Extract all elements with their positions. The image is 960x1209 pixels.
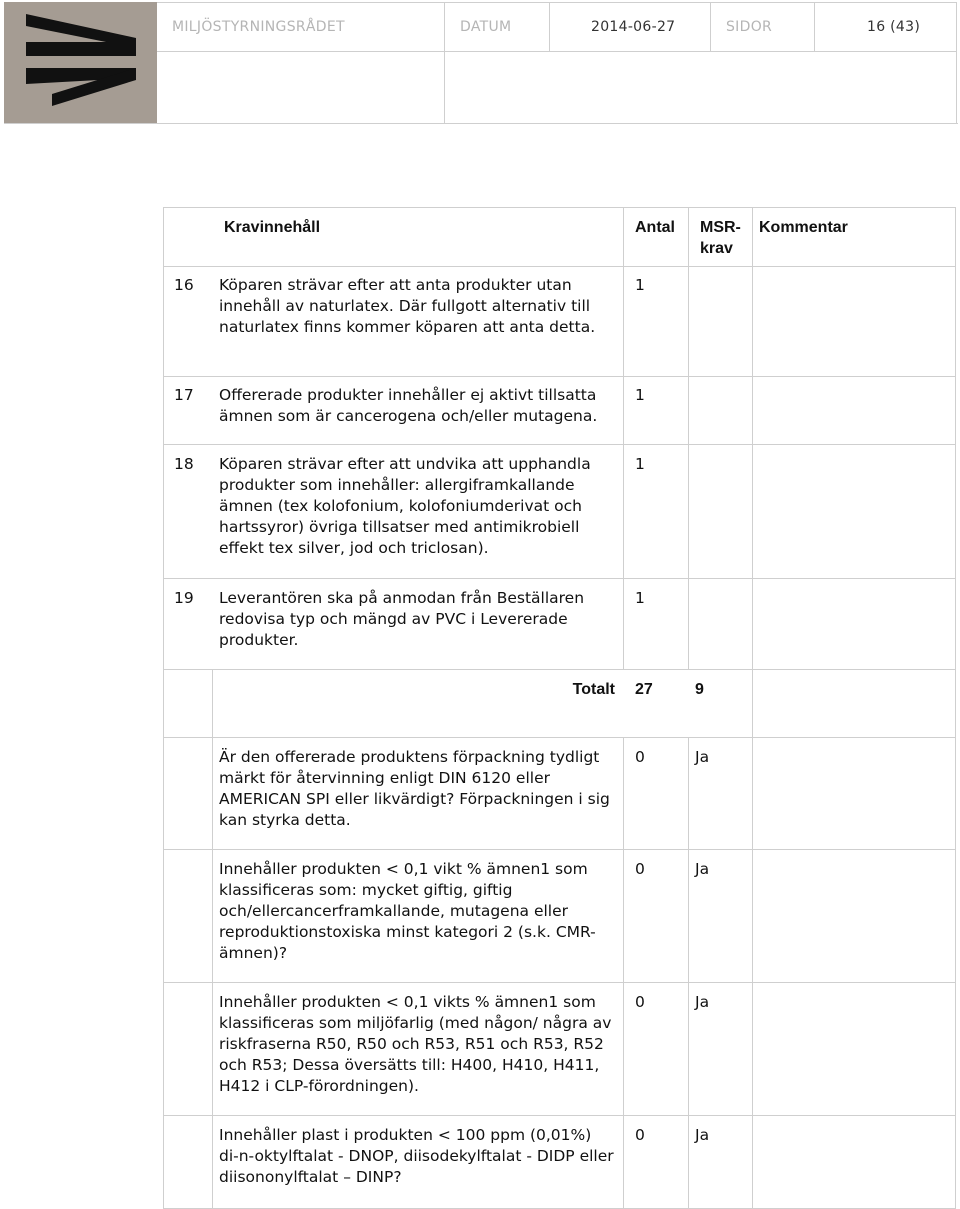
row-number: 19 [174,589,194,607]
question-text: Innehåller plast i produkten < 100 ppm (0,01%) di-n-oktylftalat - DNOP, diisodekylftalat - DIDP eller diisononylftalat – DINP? [219,1126,614,1186]
question-count: 0 [635,748,645,766]
question-text: Är den offererade produktens förpackning tydligt märkt för återvinning enligt DIN 6120 eller AMERICAN SPI eller likvärdigt? Förpackningen i sig kan styrka detta. [219,748,610,829]
column-header-comment: Kommentar [759,219,848,236]
header-divider [157,51,957,52]
row-count: 1 [635,589,645,607]
total-count: 27 [635,681,653,698]
total-msr: 9 [695,681,704,698]
row-requirement-text: Köparen strävar efter att anta produkter utan innehåll av naturlatex. Där fullgott alternativ till naturlatex finns kommer köparen att anta detta. [219,276,596,336]
header-lower-cell [445,52,957,123]
row-number: 16 [174,276,194,294]
question-answer: Ja [695,860,710,878]
logo-mark-icon [4,2,157,123]
row-requirement-text: Leverantören ska på anmodan från Beställaren redovisa typ och mängd av PVC i Levererade produkter. [219,589,585,649]
question-count: 0 [635,993,645,1011]
pages-value: 16 (43) [815,2,957,52]
row-requirement-text: Offererade produkter innehåller ej aktivt tillsatta ämnen som är cancerogena och/eller mutagena. [219,386,598,425]
date-label: DATUM [445,2,550,52]
header-grid [157,2,957,123]
date-value: 2014-06-27 [550,2,711,52]
column-header-msr: MSR-krav [700,219,741,257]
question-count: 0 [635,860,645,878]
question-text: Innehåller produkten < 0,1 vikts % ämnen1 som klassificeras som miljöfarlig (med någon/ några av riskfraserna R50, R50 och R53, R51 och R53, R52 och R53; Dessa översätts till: H400, H410, H411, H412 i CLP-förordningen). [219,993,612,1095]
question-answer: Ja [695,748,710,766]
header-bottom-border [4,123,958,124]
row-count: 1 [635,386,645,404]
row-number: 17 [174,386,194,404]
total-label: Totalt [572,681,615,698]
organization-logo [4,2,157,123]
column-header-content: Kravinnehåll [224,219,321,236]
column-header-count: Antal [635,219,675,236]
question-answer: Ja [695,1126,710,1144]
row-number: 18 [174,455,194,473]
row-count: 1 [635,455,645,473]
question-count: 0 [635,1126,645,1144]
question-text: Innehåller produkten < 0,1 vikt % ämnen1 som klassificeras som: mycket giftig, giftig och/ellercancerframkallande, mutagena eller reproduktionstoxiska minst kategori 2 (s.k. CMR-ämnen)? [219,860,596,962]
row-requirement-text: Köparen strävar efter att undvika att upphandla produkter som innehåller: allergiframkallande ämnen (tex kolofonium, kolofoniumderivat och hartssyror) övriga tillsatser med antimikrobiell effekt tex silver, jod och triclosan). [219,455,591,557]
row-count: 1 [635,276,645,294]
org-name: MILJÖSTYRNINGSRÅDET [157,2,445,52]
header-lower-cell [157,52,445,123]
pages-label: SIDOR [711,2,815,52]
question-answer: Ja [695,993,710,1011]
